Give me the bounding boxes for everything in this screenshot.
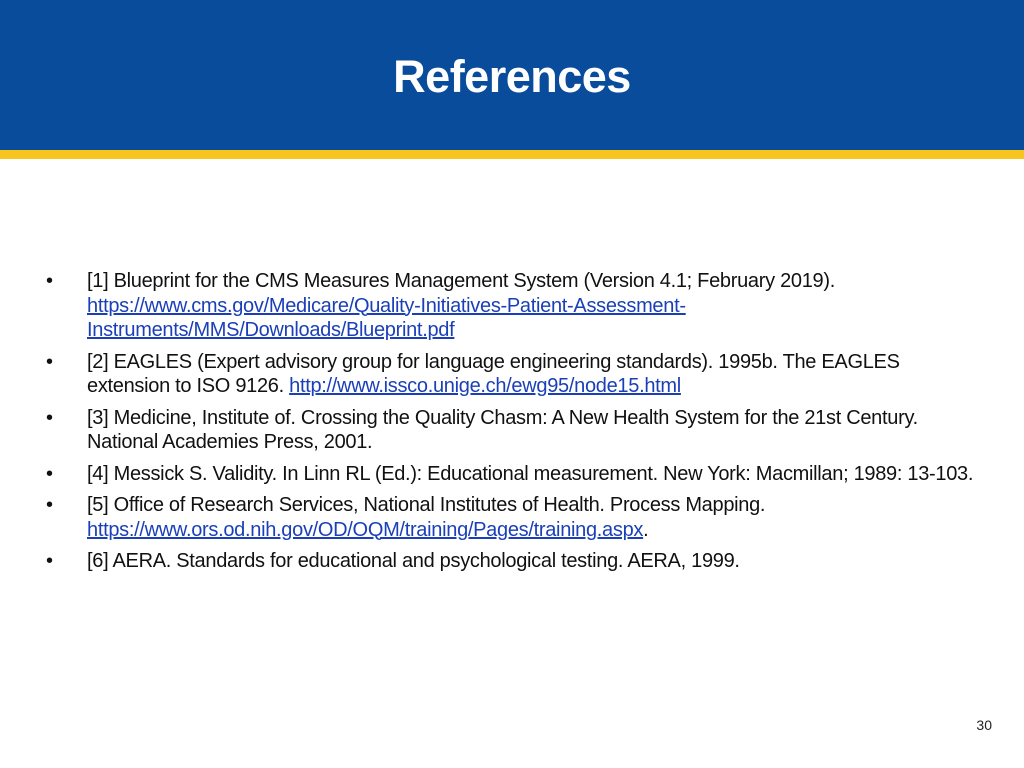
page-number: 30 [976, 717, 992, 733]
reference-item-6 [40, 549, 980, 574]
reference-text: [6] AERA. Standards for educational and psychological testing. AERA, 1999. [87, 550, 740, 572]
reference-link[interactable]: https://www.cms.gov/Medicare/Quality-Initiatives-Patient-Assessment-Instruments/MMS/Downloads/Blueprint.pdf [87, 294, 686, 341]
reference-list [40, 269, 980, 581]
reference-text: [5] Office of Research Services, National Institutes of Health. Process Mapping. [87, 494, 766, 516]
title-banner [0, 0, 1024, 150]
bullet-icon: • [46, 406, 53, 429]
slide-title: References [393, 51, 631, 102]
reference-item-4 [40, 462, 980, 487]
bullet-icon: • [46, 462, 53, 485]
bullet-icon: • [46, 350, 53, 373]
reference-link[interactable]: https://www.ors.od.nih.gov/OD/OQM/training/Pages/training.aspx [87, 518, 644, 541]
reference-text: [2] EAGLES (Expert advisory group for language engineering standards). 1995b. The EAGLES extension to ISO 9126. [87, 350, 900, 397]
reference-text: [1] Blueprint for the CMS Measures Management System (Version 4.1; February 2019). [87, 270, 835, 292]
reference-link[interactable]: http://www.issco.unige.ch/ewg95/node15.html [289, 375, 681, 397]
bullet-icon: • [46, 270, 53, 292]
reference-item-3 [40, 406, 980, 455]
reference-trailing: . [643, 518, 649, 541]
reference-item-1 [40, 269, 980, 343]
reference-item-5 [40, 493, 980, 542]
bullet-icon: • [46, 550, 53, 572]
bullet-icon: • [46, 494, 53, 516]
reference-text: [3] Medicine, Institute of. Crossing the Quality Chasm: A New Health System for the 21st Century. National Academies Press, 2001. [87, 406, 918, 453]
reference-item-2 [40, 350, 980, 399]
reference-text: [4] Messick S. Validity. In Linn RL (Ed.): Educational measurement. New York: Macmillan; 1989: 13-103. [87, 462, 974, 485]
banner-accent-stripe [0, 150, 1024, 159]
